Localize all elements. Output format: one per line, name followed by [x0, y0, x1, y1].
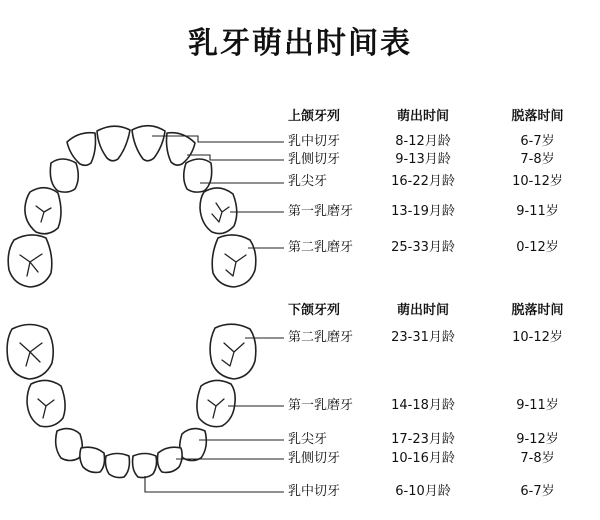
lower-right-canine [180, 429, 207, 461]
lower-row-erupt: 17-23月龄 [391, 432, 455, 447]
lower-right-central-incisor [133, 454, 157, 478]
lower-shedding-header: 脱落时间 [511, 303, 564, 318]
upper-row-name: 乳侧切牙 [288, 152, 341, 167]
lower-row-name: 乳尖牙 [288, 432, 328, 447]
upper-row-shed: 6-7岁 [520, 134, 555, 149]
upper-row-name: 第一乳磨牙 [288, 204, 354, 219]
upper-row-shed: 7-8岁 [520, 152, 555, 167]
lower-left-first-molar [27, 380, 65, 426]
upper-right-first-molar [200, 188, 237, 234]
lower-right-lateral-incisor [158, 447, 183, 472]
lower-row-name: 乳中切牙 [288, 484, 341, 499]
upper-right-central-incisor [132, 126, 165, 161]
upper-row-erupt: 8-12月龄 [395, 134, 451, 149]
upper-row-shed: 10-12岁 [512, 174, 563, 189]
upper-row-erupt: 16-22月龄 [391, 174, 455, 189]
lower-row-name: 第一乳磨牙 [288, 398, 354, 413]
upper-left-central-incisor [97, 126, 130, 161]
lower-header: 下颌牙列 [288, 303, 341, 318]
upper-row-erupt: 13-19月龄 [391, 204, 455, 219]
lower-row-erupt: 10-16月龄 [391, 451, 455, 466]
page-title: 乳牙萌出时间表 [188, 26, 412, 61]
lower-left-canine [56, 429, 83, 461]
upper-row-name: 乳中切牙 [288, 134, 341, 149]
lower-row-erupt: 14-18月龄 [391, 398, 455, 413]
lower-row-name: 乳侧切牙 [288, 451, 341, 466]
lower-row-shed: 9-11岁 [516, 398, 559, 413]
lower-row-shed: 7-8岁 [520, 451, 555, 466]
upper-right-canine [184, 159, 212, 192]
upper-header: 上颌牙列 [288, 109, 341, 124]
lower-row-shed: 9-12岁 [516, 432, 559, 447]
lower-eruption-header: 萌出时间 [396, 303, 449, 318]
upper-row-name: 第二乳磨牙 [288, 240, 354, 255]
lower-left-lateral-incisor [80, 447, 105, 472]
upper-row-shed: 0-12岁 [516, 240, 559, 255]
lower-row-shed: 10-12岁 [512, 330, 563, 345]
upper-left-canine [50, 159, 78, 192]
upper-shedding-header: 脱落时间 [511, 109, 564, 124]
lower-right-first-molar [197, 380, 235, 426]
lower-left-central-incisor [105, 454, 129, 478]
upper-row-shed: 9-11岁 [516, 204, 559, 219]
upper-row-erupt: 25-33月龄 [391, 240, 455, 255]
leader-lower-central [145, 476, 284, 492]
lower-row-shed: 6-7岁 [520, 484, 555, 499]
upper-row-name: 乳尖牙 [288, 174, 328, 189]
upper-row-erupt: 9-13月龄 [395, 152, 451, 167]
upper-eruption-header: 萌出时间 [396, 109, 449, 124]
lower-row-name: 第二乳磨牙 [288, 330, 354, 345]
upper-left-second-molar [8, 235, 52, 287]
lower-row-erupt: 6-10月龄 [395, 484, 451, 499]
lower-row-erupt: 23-31月龄 [391, 330, 455, 345]
